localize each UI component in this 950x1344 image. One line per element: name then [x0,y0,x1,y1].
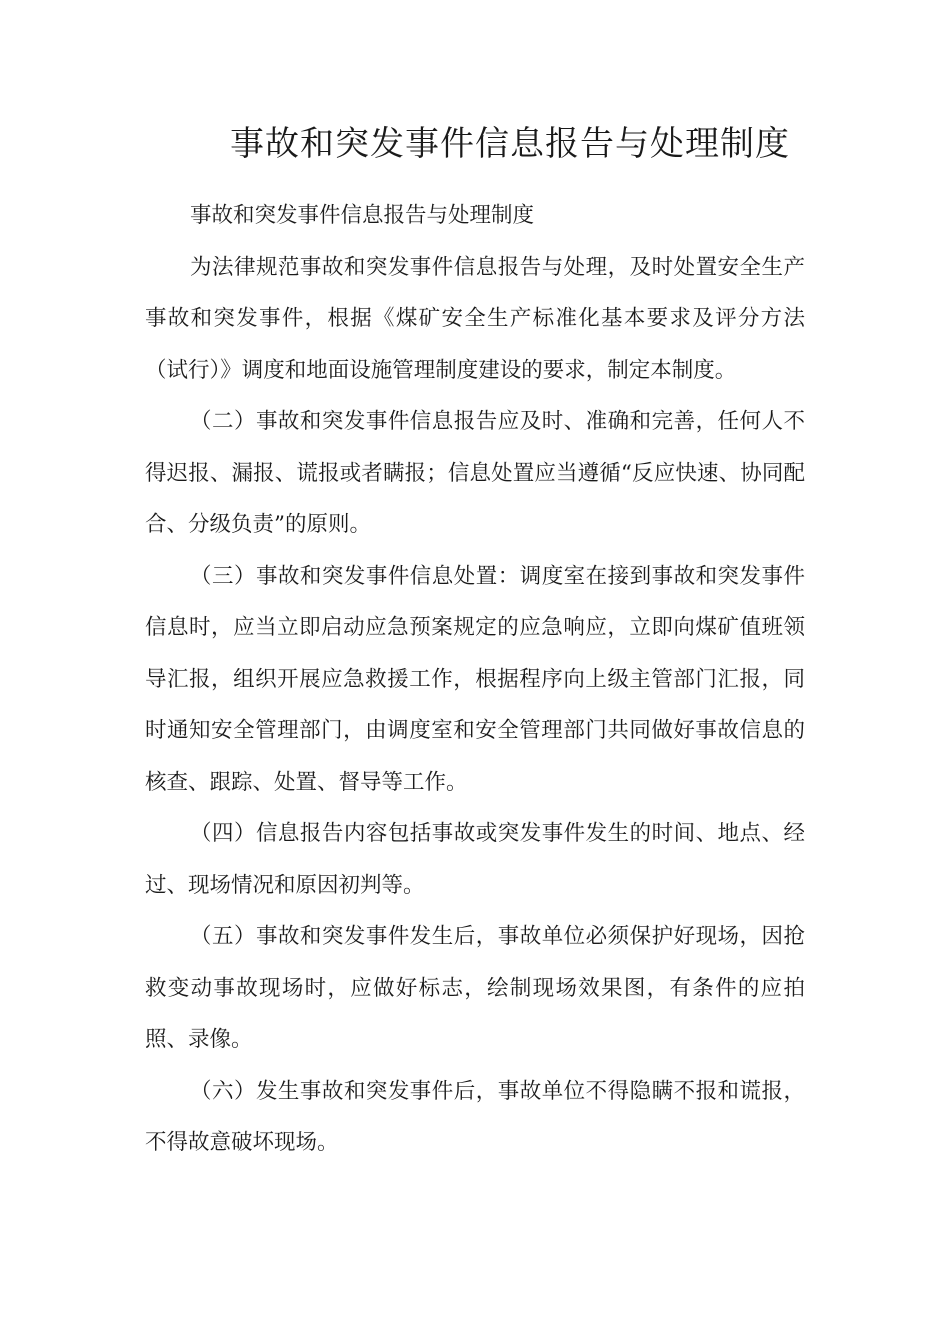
paragraph-item-2: （二）事故和突发事件信息报告应及时、准确和完善，任何人不得迟报、漏报、谎报或者瞒报；信息处置应当遵循“反应快速、协同配合、分级负责”的原则。 [145,409,805,537]
paragraph-item-4: （四）信息报告内容包括事故或突发事件发生的时间、地点、经过、现场情况和原因初判等。 [145,821,805,898]
paragraph-item-6: （六）发生事故和突发事件后，事故单位不得隐瞒不报和谎报，不得故意破坏现场。 [145,1078,805,1155]
paragraph-item-3: （三）事故和突发事件信息处置：调度室在接到事故和突发事件信息时，应当立即启动应急预案规定的应急响应，立即向煤矿值班领导汇报，组织开展应急救援工作，根据程序向上级主管部门汇报，同时通知安全管理部门，由调度室和安全管理部门共同做好事故信息的核查、跟踪、处置、督导等工作。 [145,563,805,795]
paragraph-subtitle: 事故和突发事件信息报告与处理制度 [190,203,535,228]
document-body [145,190,805,1169]
paragraph-purpose: 为法律规范事故和突发事件信息报告与处理，及时处置安全生产事故和突发事件，根据《煤矿安全生产标准化基本要求及评分方法（试行）》调度和地面设施管理制度建设的要求，制定本制度。 [145,254,805,383]
document-title: 事故和突发事件信息报告与处理制度 [230,124,790,164]
paragraph-item-5: （五）事故和突发事件发生后，事故单位必须保护好现场，因抢救变动事故现场时，应做好标志，绘制现场效果图，有条件的应拍照、录像。 [145,924,805,1052]
